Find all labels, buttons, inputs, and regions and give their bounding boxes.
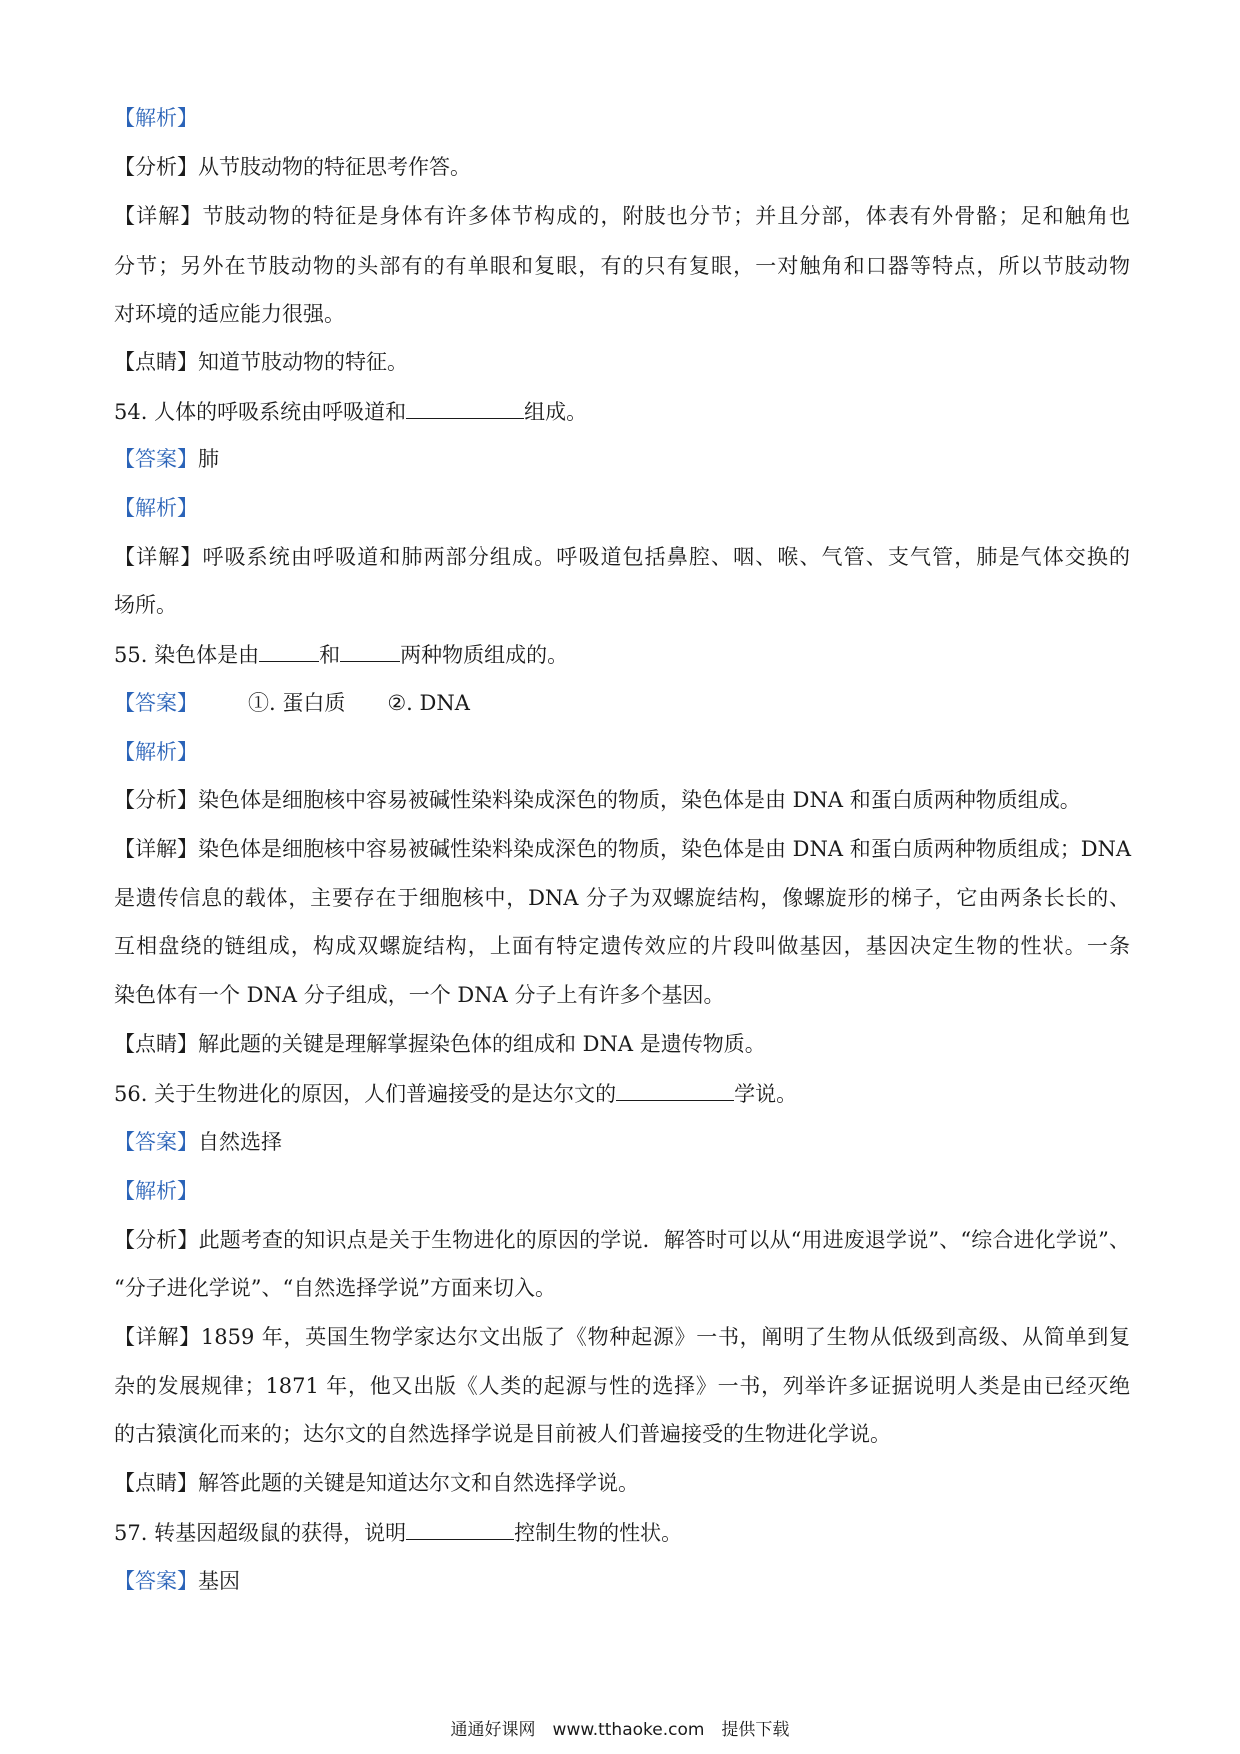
q57-answer: 基因 <box>198 1569 240 1593</box>
analysis-heading <box>114 103 1130 133</box>
q56-detail-text-1: 1859 年，英国生物学家达尔文出版了《物种起源》一书，阐明了生物从低级到高级、从简单到复 <box>200 1325 1130 1349</box>
q55-text-pre: 55. 染色体是由 <box>114 643 260 667</box>
detail-tag: 【详解】 <box>114 1325 201 1349</box>
q55-detail-line-2: 是遗传信息的载体，主要存在于细胞核中，DNA 分子为双螺旋结构，像螺旋形的梯子，它由两条长长的、 <box>114 886 1130 910</box>
q56-fen-line-1 <box>114 1225 1130 1255</box>
question-55 <box>114 639 1130 670</box>
answer-blank <box>406 396 524 419</box>
b1-comment-line <box>114 347 1130 377</box>
analysis-tag: 【解析】 <box>114 740 198 764</box>
q54-detail-line-2: 场所。 <box>114 593 177 617</box>
comment-tag: 【点睛】 <box>114 350 198 374</box>
q56-answer-line <box>114 1127 1130 1157</box>
q57-text-pre: 57. 转基因超级鼠的获得，说明 <box>114 1521 407 1545</box>
q55-detail-line-1 <box>114 834 1130 864</box>
question-56 <box>114 1078 1130 1109</box>
b1-comment-text: 知道节肢动物的特征。 <box>198 350 408 374</box>
detail-tag: 【详解】 <box>114 204 203 228</box>
q55-detail-text-1: 染色体是细胞核中容易被碱性染料染成深色的物质，染色体是由 DNA 和蛋白质两种物质组成；DNA <box>198 837 1132 861</box>
q54-text-pre: 54. 人体的呼吸系统由呼吸道和 <box>114 400 407 424</box>
q55-analysis-heading <box>114 737 1130 767</box>
answer-tag: 【答案】 <box>114 447 198 471</box>
answer-tag: 【答案】 <box>114 691 198 715</box>
q55-answer-2: ②. DNA <box>387 691 470 715</box>
q56-analysis-heading <box>114 1176 1130 1206</box>
q54-detail-text-1: 呼吸系统由呼吸道和肺两部分组成。呼吸道包括鼻腔、咽、喉、气管、支气管，肺是气体交换的 <box>202 545 1131 569</box>
q54-answer: 肺 <box>198 447 219 471</box>
q55-comment-line <box>114 1029 1130 1059</box>
comment-tag: 【点睛】 <box>114 1032 198 1056</box>
analysis-tag: 【解析】 <box>114 106 198 130</box>
q54-answer-line <box>114 444 1130 474</box>
q56-detail-line-3: 的古猿演化而来的；达尔文的自然选择学说是目前被人们普遍接受的生物进化学说。 <box>114 1422 891 1446</box>
q55-answer-line <box>114 688 1130 718</box>
b1-detail-text-1: 节肢动物的特征是身体有许多体节构成的，附肢也分节；并且分部，体表有外骨骼；足和触角也 <box>202 204 1131 228</box>
question-57 <box>114 1517 1130 1548</box>
q54-text-post: 组成。 <box>524 400 588 424</box>
q56-detail-line-1 <box>114 1322 1130 1352</box>
q56-comment-text: 解答此题的关键是知道达尔文和自然选择学说。 <box>198 1471 639 1495</box>
answer-blank <box>259 639 319 662</box>
comment-tag: 【点睛】 <box>114 1471 198 1495</box>
b1-fen-text: 从节肢动物的特征思考作答。 <box>198 155 471 179</box>
b1-detail-line-2: 分节；另外在节肢动物的头部有的有单眼和复眼，有的只有复眼，一对触角和口器等特点，所以节肢动物 <box>114 254 1130 278</box>
q56-detail-line-2: 杂的发展规律；1871 年，他又出版《人类的起源与性的选择》一书，列举许多证据说明人类是由已经灭绝 <box>114 1374 1130 1398</box>
question-54 <box>114 396 1130 427</box>
q55-fen-text: 染色体是细胞核中容易被碱性染料染成深色的物质，染色体是由 DNA 和蛋白质两种物质组成。 <box>198 788 1081 812</box>
analysis-tag: 【解析】 <box>114 496 198 520</box>
q56-fen-line-2: “分子进化学说”、“自然选择学说”方面来切入。 <box>114 1276 556 1300</box>
b1-detail-line-1 <box>114 201 1130 231</box>
q55-comment-text: 解此题的关键是理解掌握染色体的组成和 DNA 是遗传物质。 <box>198 1032 766 1056</box>
detail-tag: 【详解】 <box>114 545 203 569</box>
q55-detail-line-4: 染色体有一个 DNA 分子组成，一个 DNA 分子上有许多个基因。 <box>114 983 725 1007</box>
q55-answer-1: ①. 蛋白质 <box>248 691 346 715</box>
q54-analysis-heading <box>114 493 1130 523</box>
q57-text-post: 控制生物的性状。 <box>514 1521 683 1545</box>
page-footer: 通通好课网 www.tthaoke.com 提供下载 <box>450 1720 790 1740</box>
b1-detail-line-3: 对环境的适应能力很强。 <box>114 302 345 326</box>
b1-fen-line <box>114 152 1130 182</box>
q55-detail-line-3: 互相盘绕的链组成，构成双螺旋结构，上面有特定遗传效应的片段叫做基因，基因决定生物的性状。一条 <box>114 934 1130 958</box>
answer-blank <box>406 1517 514 1540</box>
answer-blank <box>616 1078 734 1101</box>
fen-tag: 【分析】 <box>114 788 198 812</box>
q54-detail-line-1 <box>114 542 1130 572</box>
q56-fen-text-1: 此题考查的知识点是关于生物进化的原因的学说．解答时可以从“用进废退学说”、“综合进化学说”、 <box>198 1228 1130 1252</box>
q56-comment-line <box>114 1468 1130 1498</box>
q56-text-pre: 56. 关于生物进化的原因，人们普遍接受的是达尔文的 <box>114 1082 617 1106</box>
answer-tag: 【答案】 <box>114 1130 198 1154</box>
fen-tag: 【分析】 <box>114 1228 199 1252</box>
answer-blank <box>340 639 400 662</box>
fen-tag: 【分析】 <box>114 155 198 179</box>
q55-text-post: 两种物质组成的。 <box>400 643 569 667</box>
q55-fen-line <box>114 785 1130 815</box>
detail-tag: 【详解】 <box>114 837 198 861</box>
q56-answer: 自然选择 <box>198 1130 282 1154</box>
analysis-tag: 【解析】 <box>114 1179 198 1203</box>
q57-answer-line <box>114 1566 1130 1596</box>
q56-text-post: 学说。 <box>734 1082 798 1106</box>
answer-tag: 【答案】 <box>114 1569 198 1593</box>
q55-text-mid: 和 <box>319 643 341 667</box>
